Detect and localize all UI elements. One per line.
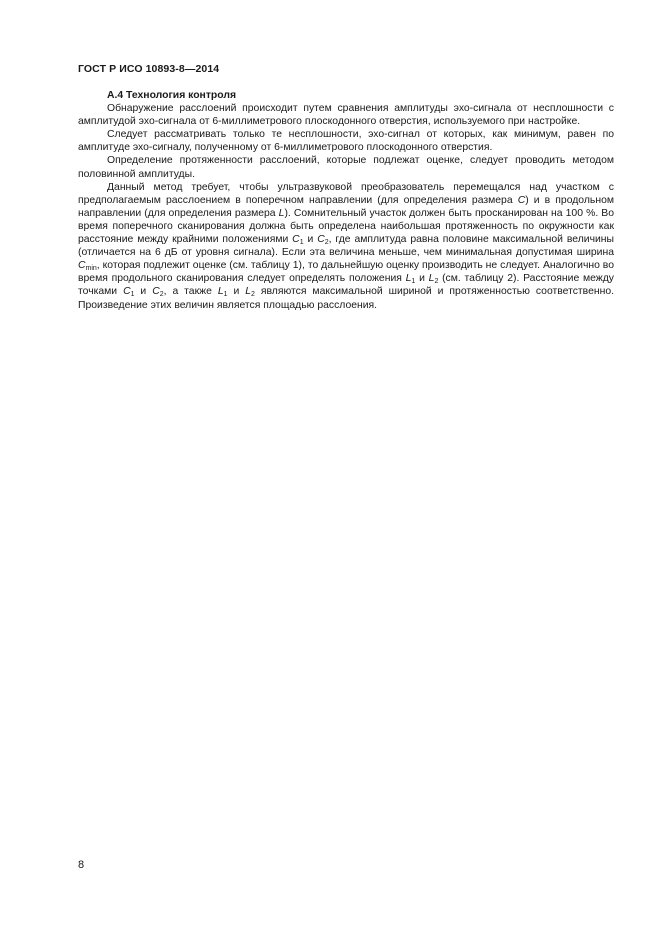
- symbol-subscript: 2: [434, 278, 439, 286]
- symbol-subscript: 1: [223, 291, 228, 299]
- symbol-l2: [245, 286, 255, 297]
- symbol-subscript: 2: [324, 239, 329, 247]
- paragraph-consideration: Следует рассматривать только те несплошности, эхо-сигнал от которых, как минимум, равен по амплитуде эхо-сигналу, полученному от 6-миллиметрового плоскодонного отверстия.: [78, 129, 614, 154]
- text-segment: ). Сомнительный участок должен быть просканирован на 100 %. Во время поперечного сканирования должна быть определена наибольшая протяженность по окружности как расстояние между крайними положениями: [78, 207, 614, 246]
- symbol-subscript: 1: [411, 278, 416, 286]
- symbol-l: L: [278, 207, 285, 219]
- symbol-letter: L: [245, 286, 251, 298]
- text-segment: ) и в продольном направлении (для определения размера: [78, 194, 614, 219]
- symbol-letter: L: [217, 286, 224, 298]
- symbol-subscript: min: [85, 265, 97, 273]
- symbol-l2: [429, 273, 439, 284]
- text-segment: (см. таблицу 2). Расстояние между точками: [78, 273, 614, 298]
- paragraph-half-amplitude: Определение протяженности расслоений, которые подлежат оценке, следует проводить методом половинной амплитуды.: [78, 155, 614, 180]
- symbol-subscript: 2: [159, 291, 164, 299]
- page-number: 8: [78, 859, 85, 871]
- symbol-subscript: 2: [251, 291, 255, 299]
- symbol-l1: [406, 273, 416, 284]
- text-segment: , где амплитуда равна половине максимальной величины (отличается на 6 дБ от уровня сигнала). Если эта величина меньше, чем минимальная допустимая ширина: [78, 234, 614, 259]
- text-segment: Данный метод требует, чтобы ультразвуковой преобразователь перемещался над участком с предполагаемым расслоением в поперечном направлении (для определения размера: [78, 181, 614, 206]
- text-segment: являются максимальной шириной и протяженностью соответственно. Произведение этих величин является площадью расслоения.: [78, 286, 615, 311]
- symbol-letter: C: [292, 234, 300, 246]
- symbol-c: C: [517, 194, 526, 206]
- text-segment: и: [134, 286, 153, 298]
- symbol-letter: C: [152, 286, 160, 298]
- paragraph-method: [78, 181, 614, 312]
- symbol-c2: [152, 286, 163, 297]
- symbol-l1: [218, 286, 228, 297]
- document-body: [78, 89, 614, 312]
- symbol-cmin: [78, 260, 97, 271]
- text-segment: и: [415, 273, 429, 285]
- text-segment: , а также: [163, 286, 218, 298]
- text-segment: и: [227, 286, 246, 298]
- symbol-letter: L: [428, 273, 435, 285]
- standard-code-header: ГОСТ Р ИСО 10893-8—2014: [78, 63, 220, 75]
- symbol-letter: L: [405, 273, 412, 285]
- symbol-letter: C: [78, 260, 86, 272]
- symbol-subscript: 1: [130, 291, 135, 299]
- text-segment: и: [303, 234, 318, 246]
- paragraph-detection: Обнаружение расслоений происходит путем сравнения амплитуды эхо-сигнала от несплошности с амплитудой эхо-сигнала от 6-миллиметрового плоскодонного отверстия, используемого при настройке.: [78, 103, 614, 128]
- section-title: А.4 Технология контроля: [107, 90, 237, 101]
- symbol-letter: C: [317, 234, 325, 246]
- symbol-c2: [317, 234, 328, 245]
- symbol-letter: C: [123, 286, 131, 298]
- symbol-subscript: 1: [299, 239, 304, 247]
- symbol-c1: [292, 234, 303, 245]
- symbol-c1: [123, 286, 134, 297]
- text-segment: , которая подлежит оценке (см. таблицу 1), то дальнейшую оценку производить не следует. Аналогично во время продольного сканирования следует определять положения: [78, 260, 614, 285]
